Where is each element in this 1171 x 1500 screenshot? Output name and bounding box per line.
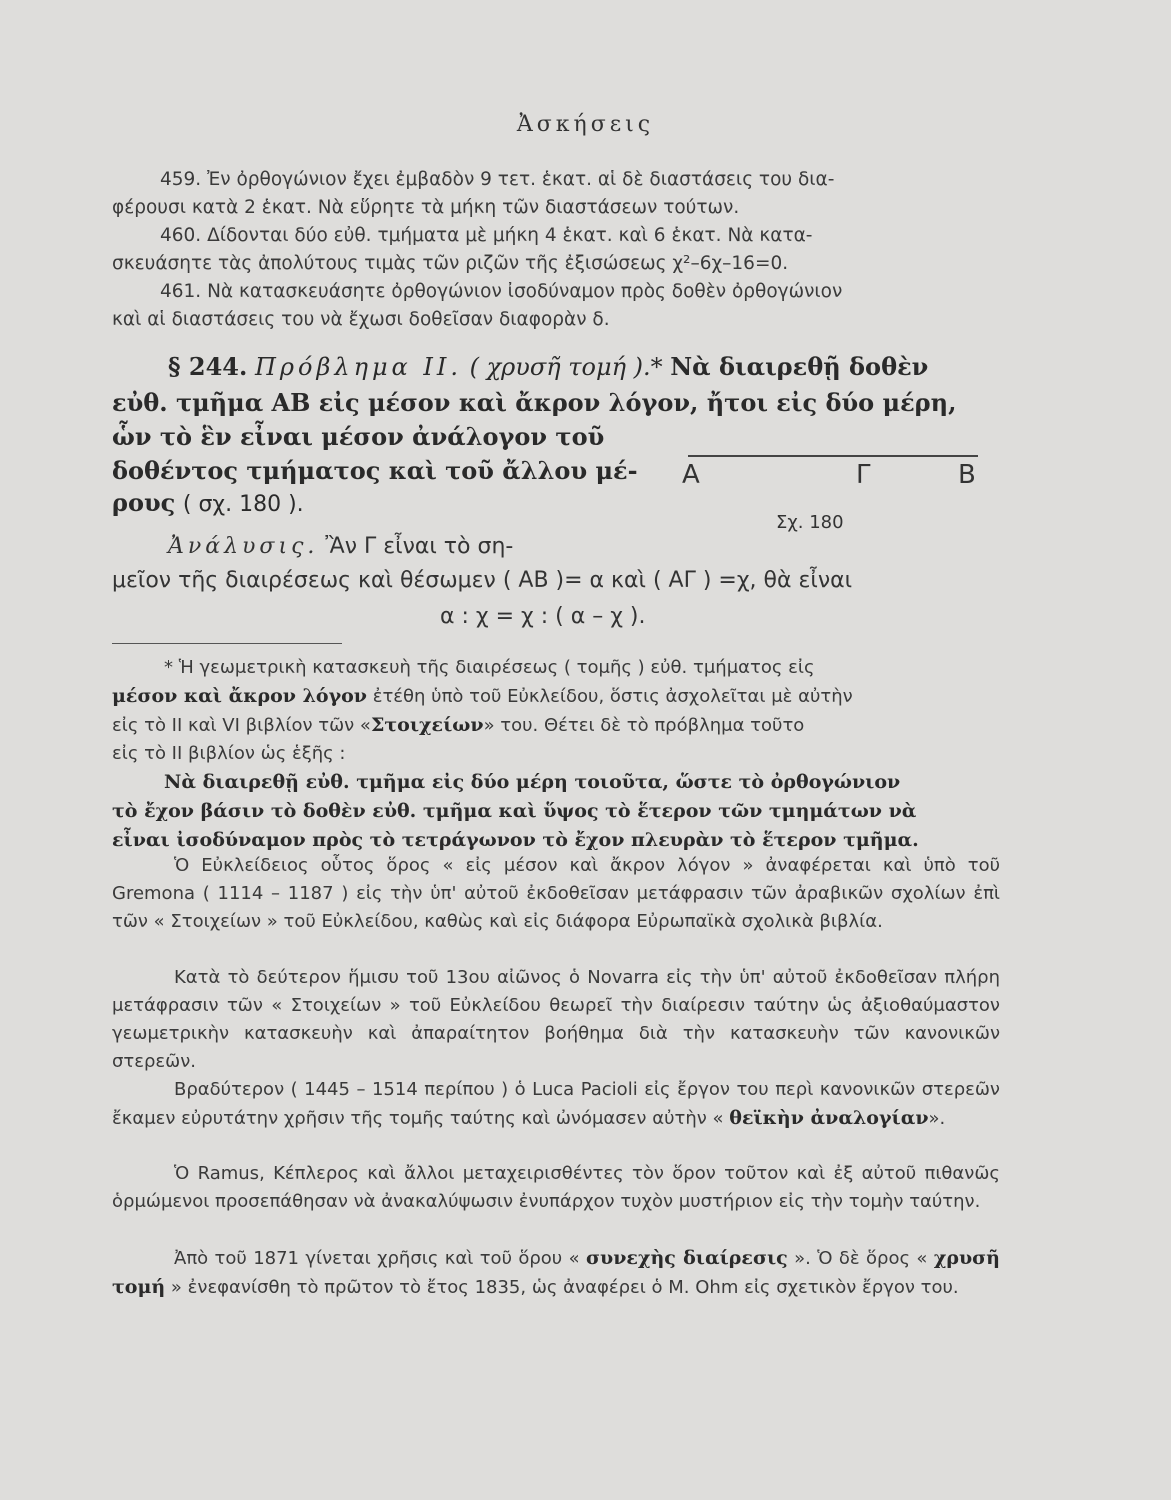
exercise-460 bbox=[112, 222, 1000, 278]
quote-line: τὸ ἔχον βάσιν τὸ δοθὲν εὐθ. τμῆμα καὶ ὕψος τὸ ἕτερον τῶν τμημάτων νὰ bbox=[112, 800, 917, 822]
figure-label-b: Β bbox=[958, 460, 976, 490]
analysis-line-1-text: Ἂν Γ εἶναι τὸ ση- bbox=[325, 534, 514, 559]
footnote-line bbox=[112, 711, 1000, 740]
footnote-bold-term: μέσον καὶ ἄκρον λόγον bbox=[112, 685, 367, 707]
analysis-label: Ἀνάλυσις. bbox=[168, 534, 319, 559]
exercise-line: 461. Νὰ κατασκευάσητε ὀρθογώνιον ἰσοδύναμον πρὸς δοθὲν ὀρθογώνιον bbox=[160, 281, 843, 302]
footnote-paragraph-5: Ὁ Ramus, Κέπλερος καὶ ἄλλοι μεταχειρισθέντες τὸν ὅρον τοῦτον καὶ ἐξ αὐτοῦ πιθανῶς ὁρμώμενοι προσεπάθησαν νὰ ἀνακαλύψωσιν ἐνυπάρχον τυχὸν μυστήριον εἰς τὴν τομὴν ταύτην. bbox=[112, 1163, 1000, 1212]
problem-title: Πρόβλημα ΙΙ. bbox=[255, 353, 462, 381]
problem-line-2: εὐθ. τμῆμα ΑΒ εἰς μέσον καὶ ἄκρον λόγον, ἤτοι εἰς δύο μέρη, bbox=[112, 388, 957, 417]
page-heading: Ἀσκήσεις bbox=[516, 112, 655, 137]
footnote-text: ἐτέθη ὑπὸ τοῦ Εὐκλείδου, ὅστις ἀσχολεῖται μὲ αὐτὴν bbox=[372, 686, 853, 707]
problem-subtitle: ( χρυσῆ τομή ).* bbox=[469, 353, 663, 381]
section-number: § 244. bbox=[168, 352, 248, 381]
figure-180-segment bbox=[688, 455, 978, 457]
footnote-bold-term: συνεχὴς διαίρεσις bbox=[586, 1247, 788, 1269]
figure-reference: ( σχ. 180 ). bbox=[182, 492, 304, 517]
footnote-paragraph-4 bbox=[112, 1076, 1000, 1133]
footnote-text: ». Ὁ δὲ ὅρος « bbox=[794, 1248, 928, 1269]
footnote-paragraph-1 bbox=[112, 654, 1000, 768]
analysis-line-2: μεῖον τῆς διαιρέσεως καὶ θέσωμεν ( ΑΒ )= α καὶ ( ΑΓ ) =χ, θὰ εἶναι bbox=[112, 568, 853, 593]
footnote-line: εἰς τὸ ΙΙ βιβλίον ὡς ἑξῆς : bbox=[112, 743, 346, 764]
problem-line-5-bold: ρους bbox=[112, 488, 176, 517]
exercise-line: σκευάσητε τὰς ἀπολύτους τιμὰς τῶν ριζῶν τῆς ἐξισώσεως χ²–6χ–16=0. bbox=[112, 253, 789, 274]
footnote-paragraph-2: Ὁ Εὐκλείδειος οὗτος ὅρος « εἰς μέσον καὶ ἄκρον λόγον » ἀναφέρεται καὶ ὑπὸ τοῦ Gremona ( 1114 – 1187 ) εἰς τὴν ὑπ' αὐτοῦ ἐκδοθεῖσαν μετάφρασιν τῶν ἀραβικῶν σχολίων ἐπὶ τῶν « Στοιχείων » τοῦ Εὐκλείδου, καθὼς καὶ εἰς διάφορα Εὐρωπαϊκὰ σχολικὰ βιβλία. bbox=[112, 855, 1000, 932]
problem-title-line bbox=[168, 350, 1008, 384]
footnote-text: » του. Θέτει δὲ τὸ πρόβλημα τοῦτο bbox=[483, 715, 805, 736]
exercise-461 bbox=[112, 278, 1000, 334]
footnote-text: Ἀπὸ τοῦ 1871 γίνεται χρῆσις καὶ τοῦ ὅρου « bbox=[174, 1248, 580, 1269]
footnote-rule bbox=[112, 643, 342, 644]
exercise-line: φέρουσι κατὰ 2 ἑκατ. Νὰ εὕρητε τὰ μήκη τῶν διαστάσεων τούτων. bbox=[112, 197, 740, 218]
figure-caption: Σχ. 180 bbox=[776, 512, 844, 533]
analysis-line-1 bbox=[168, 530, 668, 564]
exercise-line: καὶ αἱ διαστάσεις του νὰ ἔχωσι δοθεῖσαν διαφορὰν δ. bbox=[112, 309, 610, 330]
analysis-equation: α : χ = χ : ( α – χ ). bbox=[440, 604, 646, 629]
problem-statement-start: Νὰ διαιρεθῇ δοθὲν bbox=[670, 352, 929, 381]
footnote-line: * Ἡ γεωμετρικὴ κατασκευὴ τῆς διαιρέσεως ( τομῆς ) εὐθ. τμήματος εἰς bbox=[164, 657, 815, 678]
problem-line-3: ὧν τὸ ἓν εἶναι μέσον ἀνάλογον τοῦ bbox=[112, 422, 605, 451]
footnote-line bbox=[112, 682, 1000, 711]
figure-label-a: Α bbox=[682, 460, 700, 490]
quote-line: εἶναι ἰσοδύναμον πρὸς τὸ τετράγωνον τὸ ἔχον πλευρὰν τὸ ἕτερον τμῆμα. bbox=[112, 829, 919, 851]
footnote-text: » ἐνεφανίσθη τὸ πρῶτον τὸ ἔτος 1835, ὡς ἀναφέρει ὁ M. Ohm εἰς σχετικὸν ἔργον του. bbox=[170, 1277, 959, 1298]
footnote-text: ». bbox=[928, 1108, 946, 1129]
figure-label-g: Γ bbox=[856, 460, 871, 490]
quote-line: Νὰ διαιρεθῇ εὐθ. τμῆμα εἰς δύο μέρη τοιοῦτα, ὥστε τὸ ὀρθογώνιον bbox=[164, 771, 901, 793]
exercise-line: 459. Ἐν ὀρθογώνιον ἔχει ἐμβαδὸν 9 τετ. ἑκατ. αἱ δὲ διαστάσεις του δια- bbox=[160, 169, 835, 190]
exercise-line: 460. Δίδονται δύο εὐθ. τμήματα μὲ μήκη 4 ἑκατ. καὶ 6 ἑκατ. Νὰ κατα- bbox=[160, 225, 813, 246]
exercise-459 bbox=[112, 166, 1000, 222]
footnote-text: Βραδύτερον ( 1445 – 1514 περίπου ) ὁ Luca Pacioli εἰς ἔργον του περὶ κανονικῶν στερεῶν ἔκαμεν εὐρυτάτην χρῆσιν τῆς τομῆς ταύτης καὶ ὠνόμασεν αὐτὴν « bbox=[112, 1079, 1000, 1129]
footnote-paragraph-3: Κατὰ τὸ δεύτερον ἥμισυ τοῦ 13ου αἰῶνος ὁ Novarra εἰς τὴν ὑπ' αὐτοῦ ἐκδοθεῖσαν πλήρη μετάφρασιν τῶν « Στοιχείων » τοῦ Εὐκλείδου θεωρεῖ τὴν διαίρεσιν ταύτην ὡς ἀξιοθαύμαστον γεωμετρικὴν κατασκευὴν καὶ ἀπαραίτητον βοήθημα διὰ τὴν κατασκευὴν τῶν κανονικῶν στερεῶν. bbox=[112, 967, 1000, 1072]
footnote-text: εἰς τὸ ΙΙ καὶ VI βιβλίον τῶν « bbox=[112, 715, 371, 736]
footnote-bold-term: χρυσῆ τομή bbox=[112, 1247, 1000, 1298]
problem-line-5 bbox=[112, 486, 672, 521]
problem-line-4: δοθέντος τμήματος καὶ τοῦ ἄλλου μέ- bbox=[112, 456, 638, 485]
footnote-paragraph-6 bbox=[112, 1244, 1000, 1302]
euclid-quote bbox=[112, 768, 1000, 855]
footnote-bold-term: θεϊκὴν ἀναλογίαν bbox=[729, 1107, 929, 1129]
footnote-bold-term: Στοιχείων bbox=[370, 714, 484, 736]
